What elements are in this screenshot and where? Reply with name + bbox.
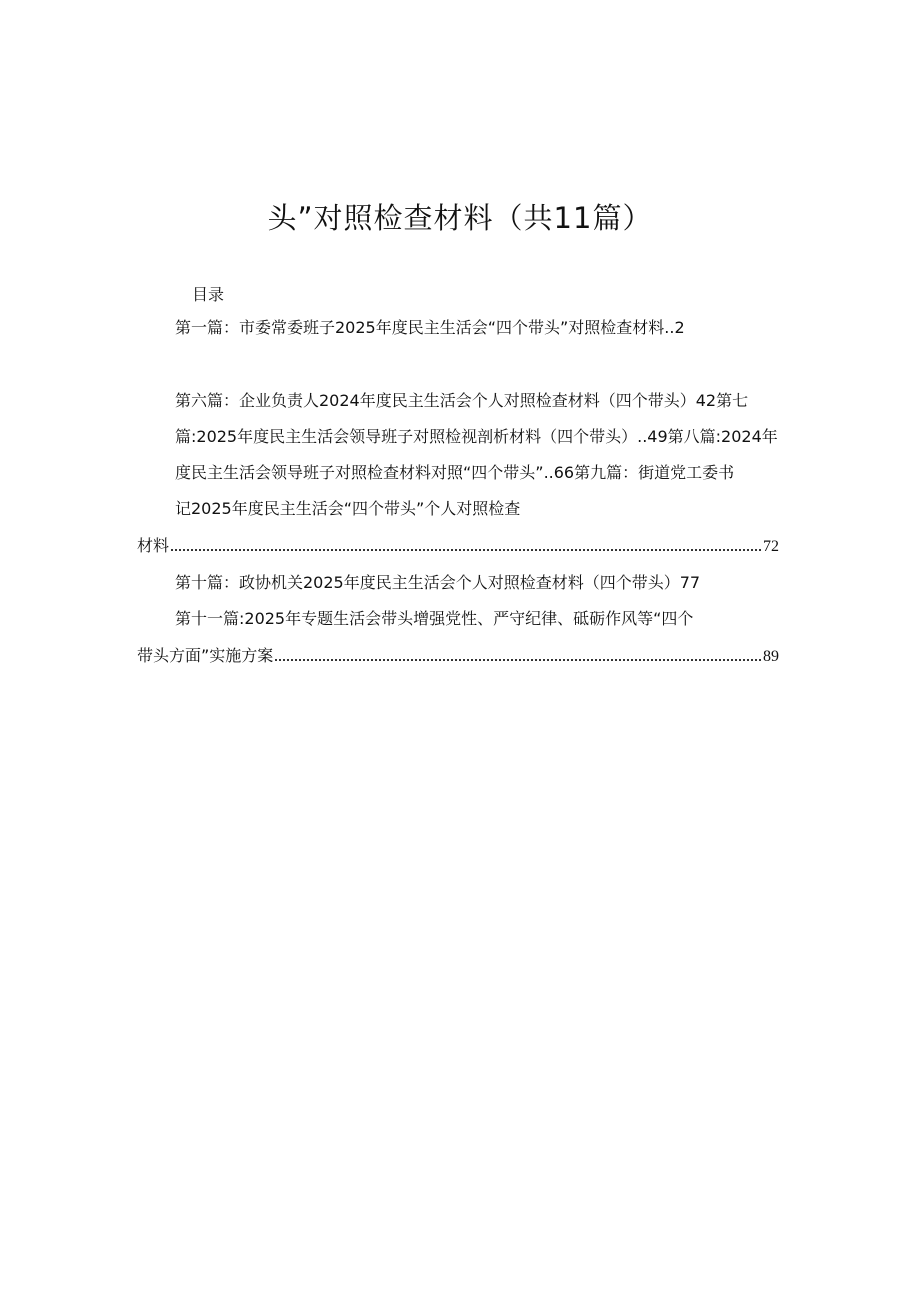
toc-entry-7: 篇:2025年度民主生活会领导班子对照检视剖析材料（四个带头）..49第八篇:2024年 [175, 427, 778, 446]
document-title: 头”对照检查材料（共11篇） [267, 201, 653, 235]
toc-entry-text: 带头方面”实施方案 [137, 646, 274, 665]
toc-entry-text: 材料 [137, 536, 170, 555]
dot-leader [171, 548, 761, 551]
toc-entry-9: 记2025年度民主生活会“四个带头”个人对照检查 [175, 499, 521, 518]
toc-entry-10: 第十篇：政协机关2025年度民主生活会个人对照检查材料（四个带头）77 [175, 573, 701, 592]
toc-entry-6: 第六篇：企业负责人2024年度民主生活会个人对照检查材料（四个带头）42第七 [175, 391, 749, 410]
toc-page-number: 89 [763, 648, 779, 665]
toc-page-number: 72 [763, 538, 779, 555]
toc-entry-11: 第十一篇:2025年专题生活会带头增强党性、严守纪律、砥砺作风等“四个 [175, 609, 694, 628]
dot-leader [275, 658, 761, 661]
toc-heading: 目录 [192, 285, 225, 304]
toc-entry-8: 度民主生活会领导班子对照检查材料对照“四个带头”..66第九篇：街道党工委书 [175, 463, 735, 482]
toc-entry-1: 第一篇：市委常委班子2025年度民主生活会“四个带头”对照检查材料..2 [175, 318, 685, 337]
toc-entry-9-continuation [137, 536, 779, 557]
toc-entry-11-continuation [137, 646, 779, 667]
